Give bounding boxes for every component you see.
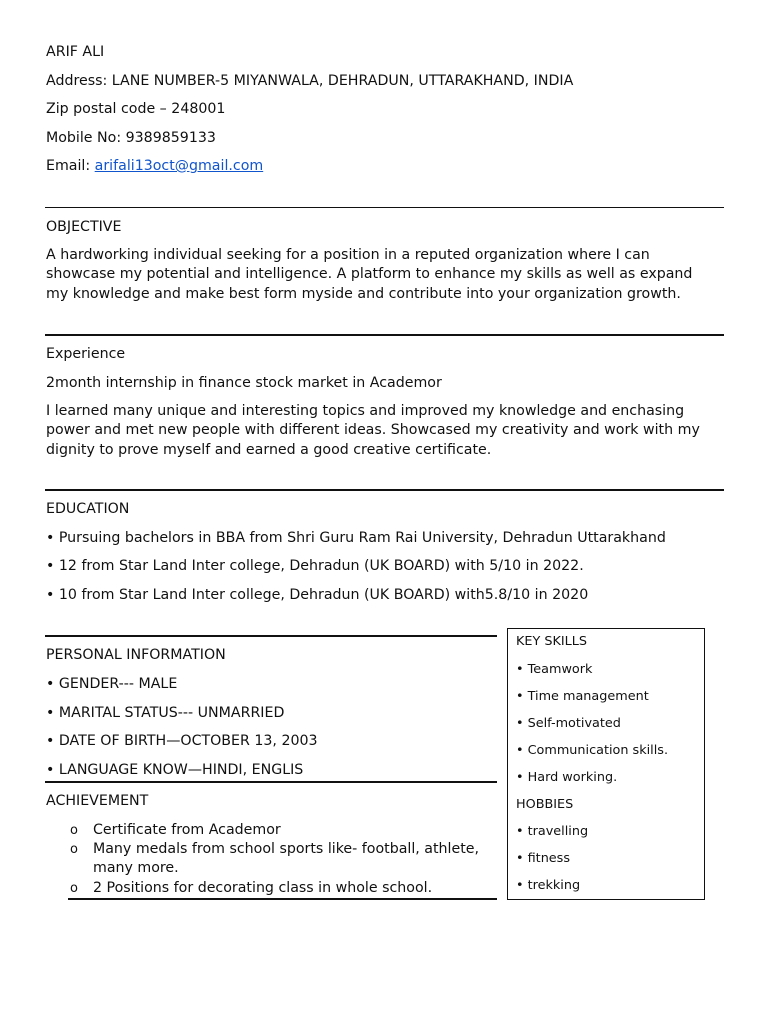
skill-item: • Time management — [516, 689, 649, 704]
divider-bottom — [68, 898, 497, 900]
email-line — [46, 157, 263, 176]
skill-item: • Self-motivated — [516, 716, 621, 731]
experience-text: I learned many unique and interesting topics and improved my knowledge and enchasing power and met new people with different ideas. Showcased my creativity and work with my dignity to prove myself and earned a good creative certificate. — [46, 403, 700, 458]
list-marker: o — [70, 880, 78, 896]
personal-heading: PERSONAL INFORMATION — [46, 647, 226, 663]
skill-item: • Communication skills. — [516, 743, 669, 758]
zip-code-line: Zip postal code – 248001 — [46, 101, 226, 117]
email-label: Email: — [46, 158, 95, 174]
education-item: • 10 from Star Land Inter college, Dehradun (UK BOARD) with5.8/10 in 2020 — [46, 587, 589, 603]
achievement-item — [70, 821, 488, 840]
education-heading: EDUCATION — [46, 501, 130, 517]
divider-header — [45, 207, 724, 208]
candidate-name: ARIF ALI — [46, 44, 105, 60]
objective-heading: OBJECTIVE — [46, 219, 122, 235]
list-marker: o — [70, 842, 78, 858]
personal-item: • DATE OF BIRTH—OCTOBER 13, 2003 — [46, 733, 318, 749]
mobile-line: Mobile No: 9389859133 — [46, 130, 216, 146]
hobby-item: • travelling — [516, 824, 589, 839]
objective-text: A hardworking individual seeking for a position in a reputed organization where I can showcase my potential and intelligence. A platform to enhance my skills as well as expand my knowledge and make best form myside and contribute into your organization growth. — [46, 247, 693, 302]
hobby-item: • trekking — [516, 878, 581, 893]
skill-item: • Hard working. — [516, 770, 618, 785]
personal-item: • LANGUAGE KNOW—HINDI, ENGLIS — [46, 762, 304, 778]
achievement-text: 2 Positions for decorating class in whole school. — [93, 879, 433, 896]
divider-experience — [45, 489, 724, 491]
address-line: Address: LANE NUMBER-5 MIYANWALA, DEHRADUN, UTTARAKHAND, INDIA — [46, 73, 574, 89]
divider-personal — [45, 635, 497, 637]
education-item: • 12 from Star Land Inter college, Dehradun (UK BOARD) with 5/10 in 2022. — [46, 558, 584, 574]
experience-heading: Experience — [46, 346, 126, 362]
skill-item: • Teamwork — [516, 662, 593, 677]
divider-achievement — [45, 781, 497, 783]
personal-item: • MARITAL STATUS--- UNMARRIED — [46, 705, 285, 721]
email-link[interactable]: arifali13oct@gmail.com — [94, 158, 264, 174]
personal-item: • GENDER--- MALE — [46, 676, 178, 692]
achievement-heading: ACHIEVEMENT — [46, 793, 149, 809]
list-marker: o — [70, 823, 78, 838]
divider-objective — [45, 334, 724, 336]
achievement-item — [70, 840, 488, 878]
hobbies-heading: HOBBIES — [516, 797, 574, 812]
achievement-text: Many medals from school sports like- football, athlete, many more. — [93, 841, 480, 877]
experience-role: 2month internship in finance stock market in Academor — [46, 375, 442, 391]
key-skills-heading: KEY SKILLS — [516, 634, 588, 649]
achievement-text: Certificate from Academor — [93, 822, 281, 838]
education-item: • Pursuing bachelors in BBA from Shri Guru Ram Rai University, Dehradun Uttarakhand — [46, 530, 666, 546]
achievement-item — [70, 879, 488, 898]
hobby-item: • fitness — [516, 851, 571, 866]
achievement-list — [70, 821, 488, 898]
